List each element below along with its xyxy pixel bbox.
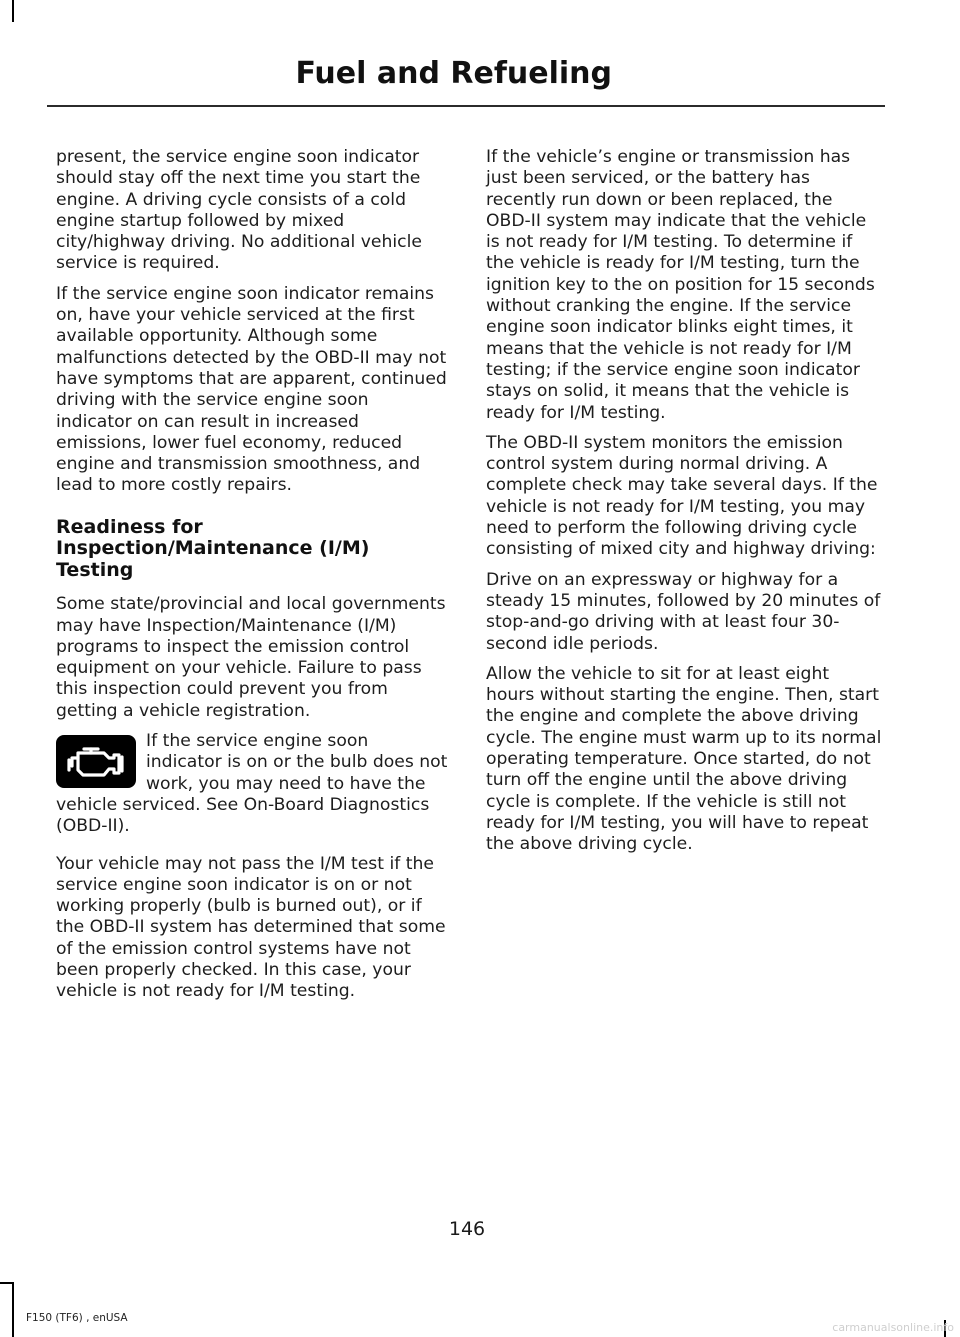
left-column — [56, 147, 448, 1012]
watermark: carmanualsonline.info — [832, 1321, 954, 1334]
paragraph: If the service engine soon indicator is on or the bulb does not work, you may need to have the vehicle serviced. See On-Board Diagnostics (OBD-II). — [56, 731, 448, 837]
paragraph: Allow the vehicle to sit for at least eight hours without starting the engine. Then, start the engine and complete the above driving cycle. The engine must warm up to its normal operating temperature. Once started, do not turn off the engine until the above driving cycle is complete. If the vehicle is still not ready for I/M testing, you will have to repeat the above driving cycle. — [486, 663, 882, 855]
paragraph: The OBD-II system monitors the emission control system during normal driving. A complete check may take several days. If the vehicle is not ready for I/M testing, you may need to perform the following driving cycle consisting of mixed city and highway driving: — [486, 432, 878, 560]
paragraph: If the service engine soon indicator remains on, have your vehicle serviced at the first available opportunity. Although some malfunctions detected by the OBD-II may not have symptoms that are apparent, continued driving with the service engine soon indicator on can result in increased emissions, lower fuel economy, reduced engine and transmission smoothness, and lead to more costly repairs. — [56, 283, 447, 496]
paragraph: Drive on an expressway or highway for a steady 15 minutes, followed by 20 minutes of stop-and-go driving with at least four 30-second idle periods. — [486, 569, 881, 654]
paragraph: Your vehicle may not pass the I/M test if the service engine soon indicator is on or not working properly (bulb is burned out), or if the OBD-II system has determined that some of the emission control systems have not been properly checked. In this case, your vehicle is not ready for I/M testing. — [56, 853, 446, 1002]
paragraph: If the vehicle’s engine or transmission has just been serviced, or the battery has recently run down or been replaced, the OBD-II system may indicate that the vehicle is not ready for I/M testing. To determine if the vehicle is ready for I/M testing, turn the ignition key to the on position for 15 seconds without cranking the engine. If the service engine soon indicator blinks eight times, it means that the vehicle is not ready for I/M testing; if the service engine soon indicator stays on solid, it means that the vehicle is ready for I/M testing. — [486, 147, 875, 423]
check-engine-icon — [56, 735, 136, 788]
section-heading: Readiness for Inspection/Maintenance (I/M) Testing — [56, 515, 370, 581]
page-number: 146 — [448, 1218, 486, 1240]
crop-mark — [0, 1282, 12, 1284]
paragraph: present, the service engine soon indicator should stay off the next time you start the engine. A driving cycle consists of a cold engine startup followed by mixed city/highway driving. No additional vehicle service is required. — [56, 147, 422, 274]
paragraph: Some state/provincial and local governments may have Inspection/Maintenance (I/M) programs to inspect the emission control equipment on your vehicle. Failure to pass this inspection could prevent you from getting a vehicle registration. — [56, 594, 446, 721]
document-code: F150 (TF6) , enUSA — [26, 1312, 128, 1324]
header-divider — [47, 105, 885, 107]
right-column — [486, 147, 882, 865]
crop-mark — [12, 0, 14, 22]
check-engine-icon-glyph — [64, 742, 128, 782]
crop-mark — [12, 1282, 14, 1337]
page-title: Fuel and Refueling — [295, 56, 612, 91]
